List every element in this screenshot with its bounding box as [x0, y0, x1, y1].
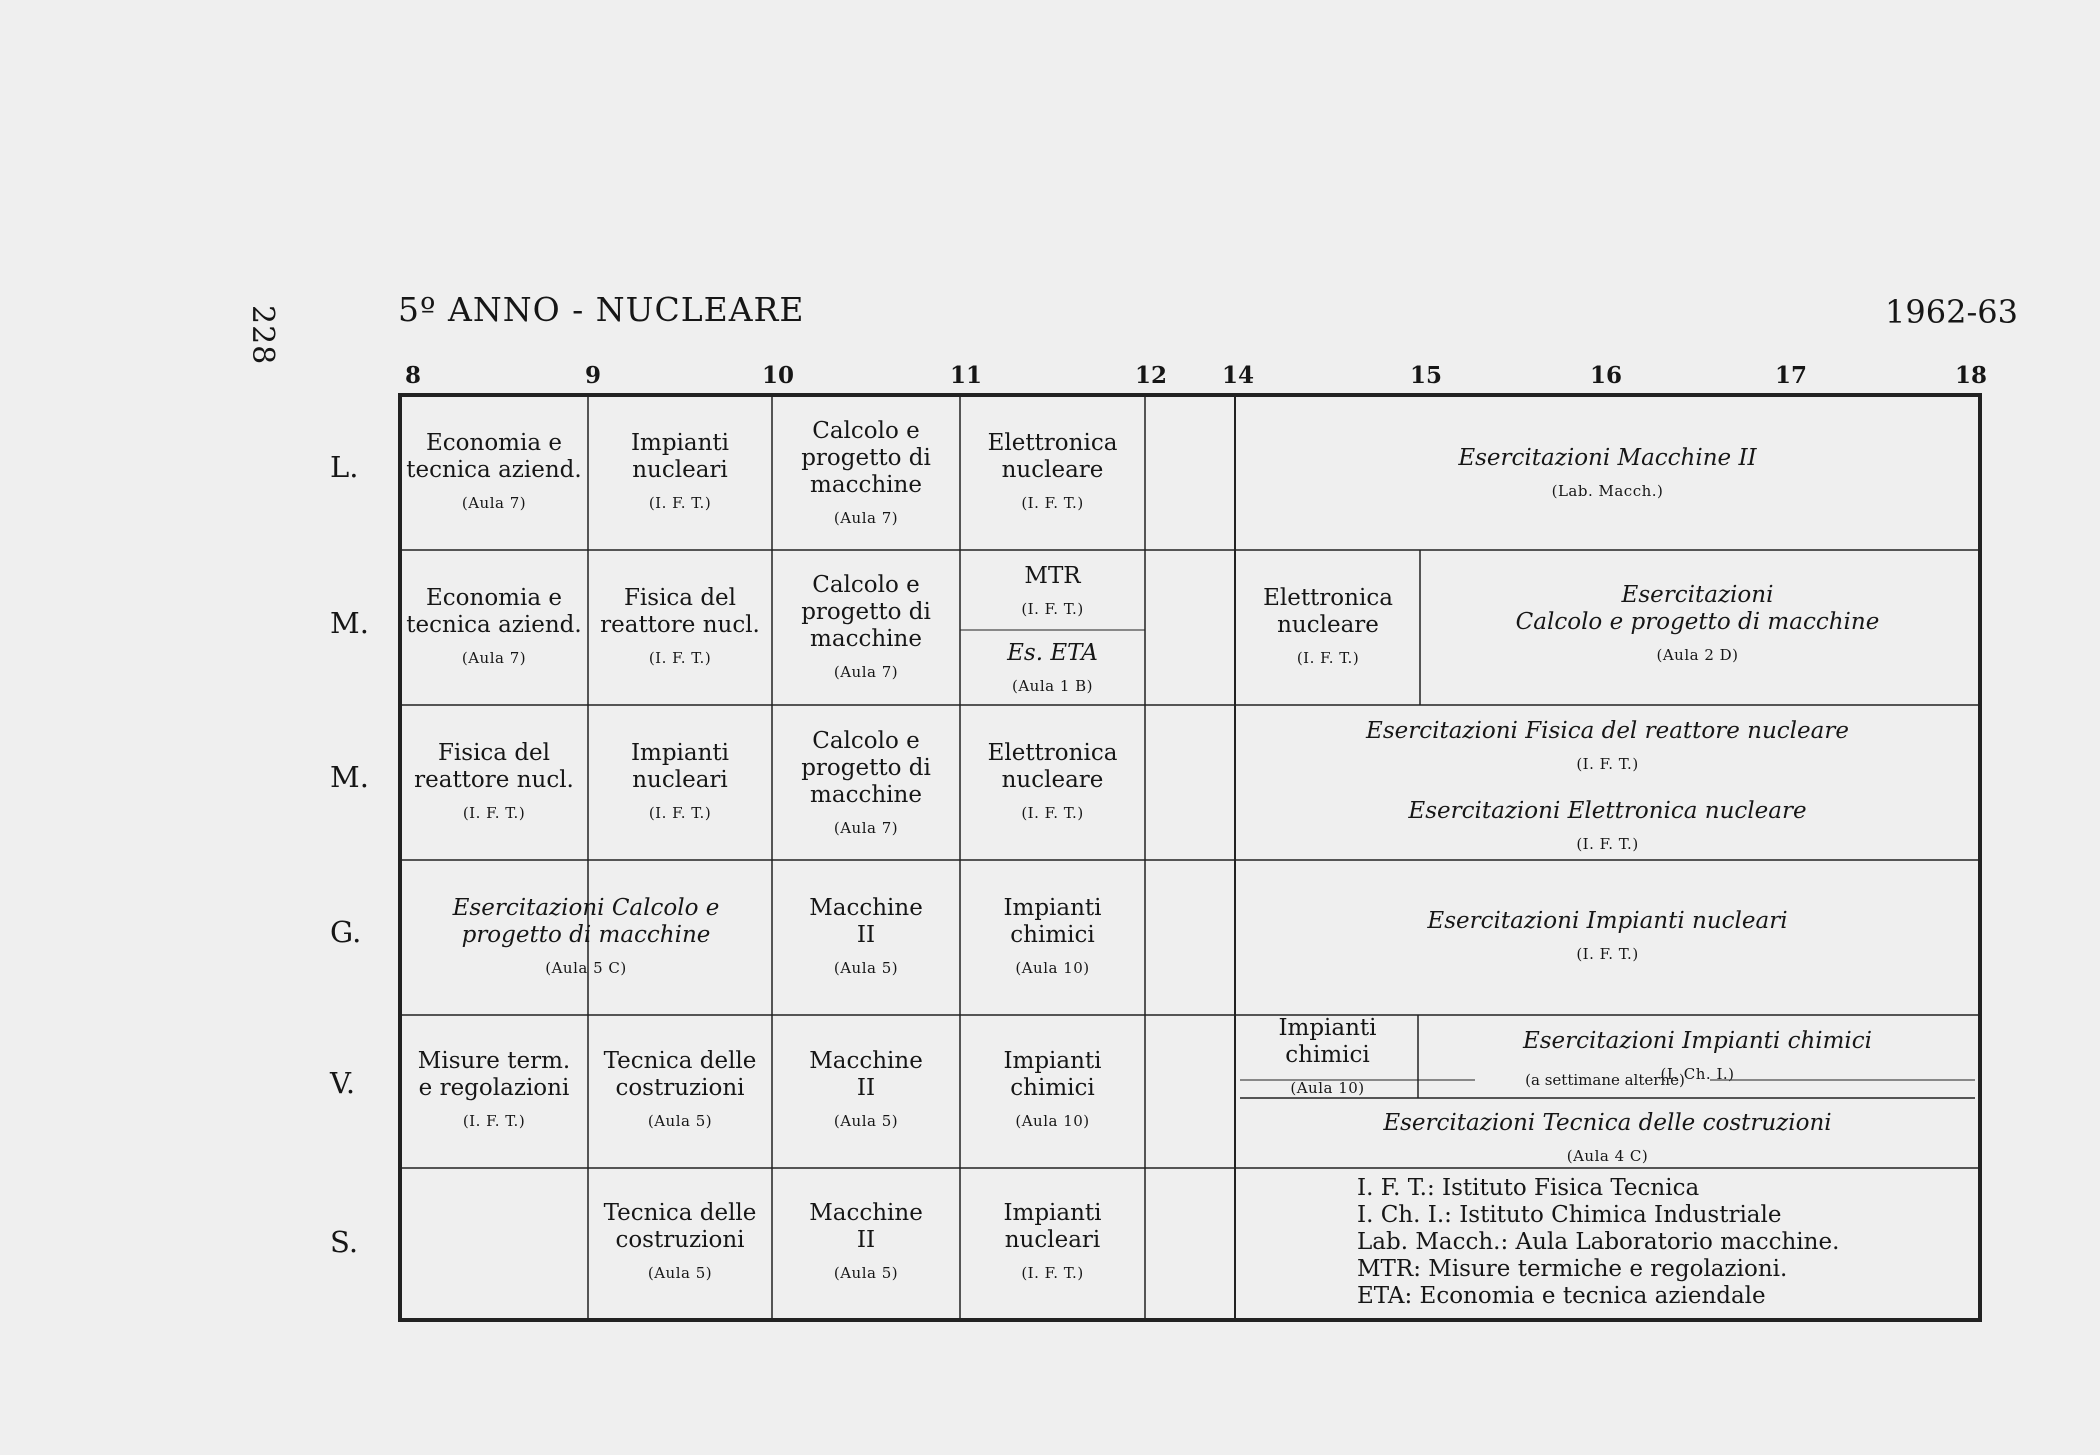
course-room: (Aula 5) [647, 1264, 713, 1282]
course-room: (I. Ch. I.) [1660, 1065, 1735, 1083]
course-name: Elettronica nucleare [987, 740, 1118, 793]
course-name: Esercitazioni Calcolo e progetto di macchine [1515, 582, 1880, 635]
course-name: Calcolo e progetto di macchine [801, 572, 931, 652]
course-room: (I. F. T.) [1021, 804, 1084, 822]
course-cell [960, 430, 1145, 517]
course-name: Misure term. e regolazioni [417, 1048, 571, 1101]
course-cell [772, 728, 960, 842]
course-room: (Aula 10) [1290, 1079, 1365, 1097]
course-room: (Aula 7) [833, 663, 899, 681]
course-cell [1240, 445, 1975, 505]
legend-item: I. F. T.: Istituto Fisica Tecnica [1357, 1175, 1700, 1201]
course-cell [400, 895, 772, 982]
day-label: M. [330, 606, 369, 640]
day-label: L. [330, 450, 359, 484]
course-room: (I. F. T.) [1021, 1264, 1084, 1282]
course-name: Esercitazioni Elettronica nucleare [1408, 798, 1807, 824]
course-cell [588, 1200, 772, 1287]
course-name: Tecnica delle costruzioni [603, 1048, 757, 1101]
day-label: V. [330, 1066, 356, 1100]
course-cell [588, 430, 772, 517]
course-room: (Aula 7) [461, 494, 527, 512]
course-cell [1240, 798, 1975, 858]
course-name: Esercitazioni Impianti chimici [1522, 1028, 1873, 1054]
course-room: (I. F. T.) [1021, 494, 1084, 512]
legend-item: I. Ch. I.: Istituto Chimica Industriale [1357, 1202, 1782, 1228]
hour-label: 16 [1590, 362, 1623, 389]
course-room: (I. F. T.) [1576, 835, 1639, 853]
legend-item: MTR: Misure termiche e regolazioni. [1357, 1256, 1788, 1282]
course-name: Macchine II [809, 895, 923, 948]
course-cell [588, 585, 772, 672]
course-room: (Aula 7) [833, 819, 899, 837]
course-cell [960, 1200, 1145, 1287]
hour-label: 12 [1135, 362, 1168, 389]
course-cell [772, 572, 960, 686]
legend [1357, 1175, 1839, 1310]
course-cell [1240, 908, 1975, 968]
day-label: M. [330, 760, 369, 794]
course-name: Macchine II [809, 1200, 923, 1253]
legend-item: ETA: Economia e tecnica aziendale [1357, 1283, 1766, 1309]
course-room: (Aula 7) [833, 509, 899, 527]
course-room: (I. F. T.) [462, 804, 526, 822]
course-name: Elettronica nucleare [987, 430, 1118, 483]
course-room: (Aula 5) [833, 1112, 899, 1130]
day-label: G. [330, 915, 362, 949]
course-name: Esercitazioni Macchine II [1458, 445, 1757, 471]
course-cell [588, 740, 772, 827]
course-room: (I. F. T.) [1576, 945, 1639, 963]
course-cell [588, 1048, 772, 1135]
course-room: (I. F. T.) [648, 494, 712, 512]
course-room: (I. F. T.) [648, 804, 712, 822]
course-name: Economia e tecnica aziend. [406, 585, 582, 638]
course-name: MTR [1024, 563, 1081, 589]
course-name: Tecnica delle costruzioni [603, 1200, 757, 1253]
course-name: Fisica del reattore nucl. [414, 740, 574, 793]
course-name: Macchine II [809, 1048, 923, 1101]
course-room: (I. F. T.) [1296, 649, 1360, 667]
course-room: (I. F. T.) [648, 649, 712, 667]
hour-label: 11 [950, 362, 983, 389]
course-name: Impianti nucleari [1003, 1200, 1102, 1253]
course-room: (I. F. T.) [1021, 600, 1084, 618]
course-room: (Aula 1 B) [1011, 677, 1094, 695]
course-cell [960, 563, 1145, 623]
course-room: (Lab. Macch.) [1551, 482, 1664, 500]
course-cell [772, 1200, 960, 1287]
course-cell [960, 640, 1145, 700]
day-label: S. [330, 1225, 359, 1259]
course-name: Impianti chimici [1003, 1048, 1102, 1101]
course-cell [1240, 718, 1975, 778]
academic-year: 1962-63 [1885, 293, 2018, 331]
course-name: Economia e tecnica aziend. [406, 430, 582, 483]
course-room: (Aula 5) [647, 1112, 713, 1130]
course-name: Fisica del reattore nucl. [600, 585, 760, 638]
course-name: Impianti chimici [1278, 1015, 1377, 1068]
course-cell [772, 418, 960, 532]
course-cell [1238, 585, 1418, 672]
course-room: (Aula 5) [833, 959, 899, 977]
course-name: Impianti nucleari [630, 740, 730, 793]
hour-label: 10 [762, 362, 795, 389]
course-room: (Aula 4 C) [1566, 1147, 1649, 1165]
course-name: Impianti nucleari [630, 430, 730, 483]
course-cell [400, 430, 588, 517]
course-cell [772, 1048, 960, 1135]
legend-item: Lab. Macch.: Aula Laboratorio macchine. [1357, 1229, 1840, 1255]
course-room: (I. F. T.) [462, 1112, 526, 1130]
course-cell [1240, 1110, 1975, 1170]
hour-label: 8 [405, 362, 422, 389]
course-room: (Aula 5 C) [545, 959, 627, 977]
course-room: (Aula 10) [1015, 1112, 1090, 1130]
hour-label: 14 [1222, 362, 1255, 389]
course-name: Calcolo e progetto di macchine [801, 728, 931, 808]
course-cell [1420, 582, 1975, 669]
course-cell [960, 895, 1145, 982]
course-cell [1240, 1015, 1415, 1102]
course-room: (Aula 10) [1015, 959, 1090, 977]
course-cell [960, 1048, 1145, 1135]
page-title: 5º ANNO - NUCLEARE [398, 290, 805, 329]
course-room: (Aula 5) [833, 1264, 899, 1282]
hour-label: 18 [1955, 362, 1988, 389]
course-name: Elettronica nucleare [1263, 585, 1393, 638]
course-cell [400, 740, 588, 827]
course-name: Esercitazioni Tecnica delle costruzioni [1383, 1110, 1832, 1136]
course-cell [400, 585, 588, 672]
course-cell [400, 1048, 588, 1135]
course-name: Calcolo e progetto di macchine [801, 418, 931, 498]
course-name: Esercitazioni Impianti nucleari [1427, 908, 1788, 934]
course-cell [1420, 1028, 1975, 1088]
alternate-weeks-note: (a settimane alterne) [1525, 1071, 1685, 1089]
course-name: Es. ETA [1007, 640, 1098, 666]
course-room: (I. F. T.) [1576, 755, 1639, 773]
course-cell [960, 740, 1145, 827]
course-name: Impianti chimici [1003, 895, 1102, 948]
course-name: Esercitazioni Calcolo e progetto di macchine [452, 895, 720, 948]
hour-label: 15 [1410, 362, 1443, 389]
page-number: 228 [245, 305, 280, 366]
course-cell [772, 895, 960, 982]
hour-label: 9 [585, 362, 602, 389]
hour-label: 17 [1775, 362, 1808, 389]
course-room: (Aula 7) [461, 649, 527, 667]
course-name: Esercitazioni Fisica del reattore nucleare [1366, 718, 1849, 744]
course-room: (Aula 2 D) [1656, 646, 1739, 664]
